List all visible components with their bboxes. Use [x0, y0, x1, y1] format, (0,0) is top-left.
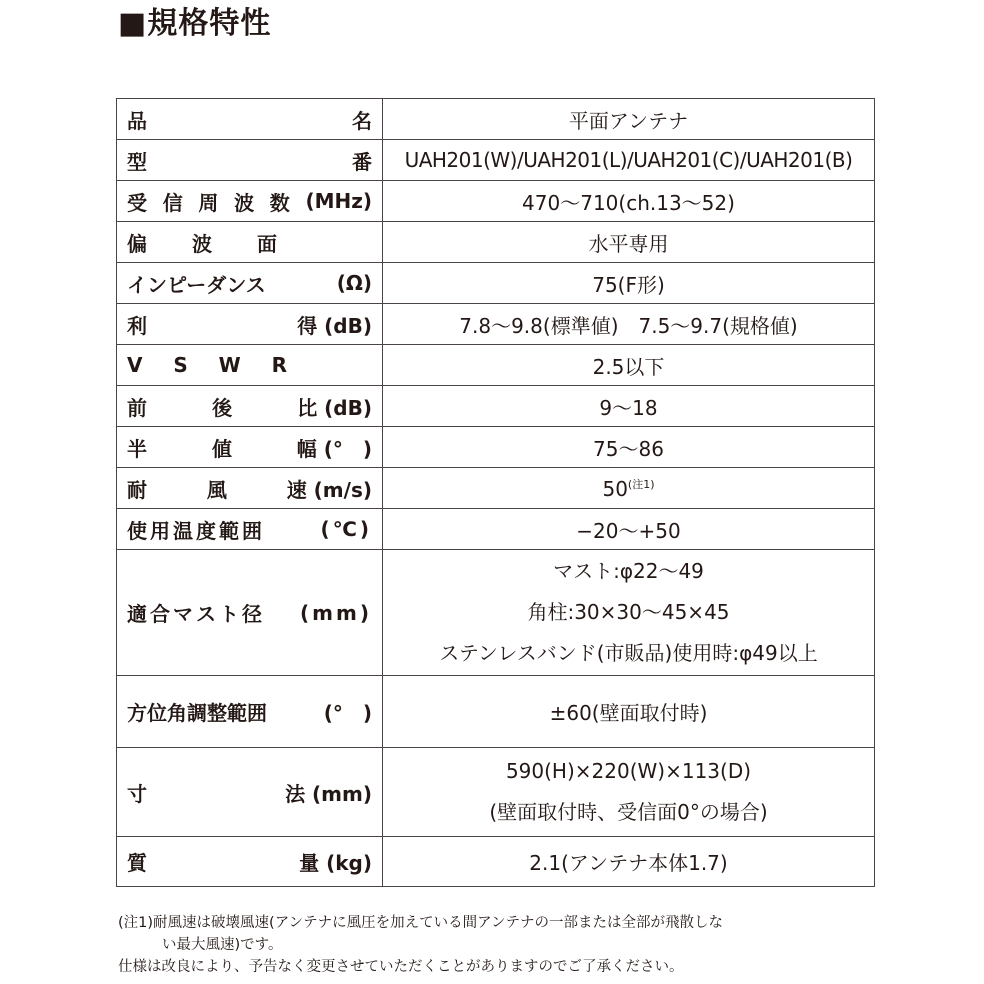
table-row — [117, 676, 875, 748]
row-label: 半 値 幅 (° ) — [117, 427, 383, 468]
footnote-1-continued: い最大風速)です。 — [162, 937, 283, 953]
row-value: 平面アンテナ — [383, 99, 875, 140]
table-row — [117, 181, 875, 222]
row-label: 寸 法 (mm) — [117, 748, 383, 837]
row-value: 590(H)×220(W)×113(D) (壁面取付時、受信面0°の場合) — [383, 748, 875, 837]
row-label: 質 量 (kg) — [117, 837, 383, 887]
row-label: 偏 波 面 — [117, 222, 383, 263]
table-row — [117, 304, 875, 345]
row-value: 水平専用 — [383, 222, 875, 263]
row-value: マスト:φ22〜49 角柱:30×30〜45×45 ステンレスバンド(市販品)使用時:φ49以上 — [383, 550, 875, 676]
table-row — [117, 468, 875, 509]
table-row — [117, 140, 875, 181]
row-label: 品 名 — [117, 99, 383, 140]
row-value: 470〜710(ch.13〜52) — [383, 181, 875, 222]
section-title: ■規格特性 — [118, 6, 272, 41]
row-label: 適合マスト径 (mm) — [117, 550, 383, 676]
spec-table — [116, 98, 875, 887]
row-label: 利 得 (dB) — [117, 304, 383, 345]
row-label: V S W R — [117, 345, 383, 386]
row-label: 使用温度範囲 (℃) — [117, 509, 383, 550]
row-value: 50$^{(注1)}$ — [383, 468, 875, 509]
row-label: 型 番 — [117, 140, 383, 181]
row-label: 前 後 比 (dB) — [117, 386, 383, 427]
table-row — [117, 837, 875, 887]
table-row — [117, 509, 875, 550]
row-label: インピーダンス (Ω) — [117, 263, 383, 304]
row-value: 75(F形) — [383, 263, 875, 304]
table-row — [117, 748, 875, 837]
footnote-1: (注1)耐風速は破壊風速(アンテナに風圧を加えている間アンテナの一部または全部が飛散しな — [118, 915, 724, 931]
table-row — [117, 345, 875, 386]
table-row — [117, 99, 875, 140]
row-value: ±60(壁面取付時) — [383, 676, 875, 748]
disclaimer: 仕様は改良により、予告なく変更させていただくことがありますのでご了承ください。 — [118, 959, 684, 975]
row-label: 受 信 周 波 数 (MHz) — [117, 181, 383, 222]
row-value: 2.5以下 — [383, 345, 875, 386]
row-value: UAH201(W)/UAH201(L)/UAH201(C)/UAH201(B) — [383, 140, 875, 181]
footnotes — [118, 912, 723, 978]
table-row — [117, 550, 875, 676]
row-value: 75〜86 — [383, 427, 875, 468]
table-row — [117, 427, 875, 468]
row-label: 耐 風 速 (m/s) — [117, 468, 383, 509]
table-row — [117, 386, 875, 427]
table-row — [117, 263, 875, 304]
footnote-ref: (注1) — [627, 477, 655, 491]
table-row — [117, 222, 875, 263]
row-value: 2.1(アンテナ本体1.7) — [383, 837, 875, 887]
row-value: 7.8〜9.8(標準値) 7.5〜9.7(規格値) — [383, 304, 875, 345]
row-label: 方位角調整範囲 (° ) — [117, 676, 383, 748]
row-value: 9〜18 — [383, 386, 875, 427]
row-value: −20〜+50 — [383, 509, 875, 550]
